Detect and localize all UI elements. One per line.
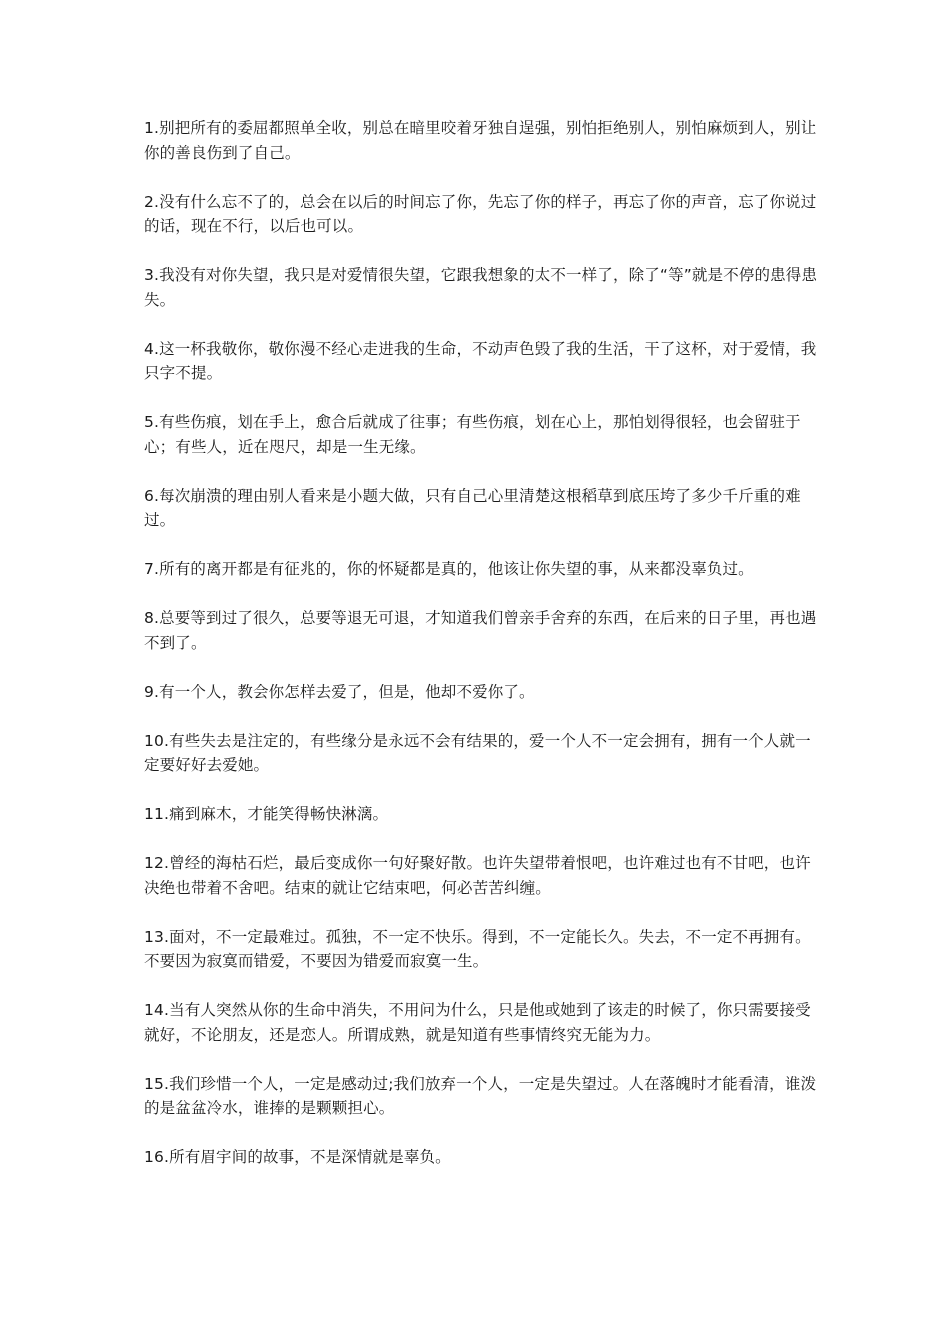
quote-paragraph-1: 1.别把所有的委屈都照单全收，别总在暗里咬着牙独自逞强，别怕拒绝别人，别怕麻烦到人，别让你的善良伤到了自己。: [144, 119, 817, 162]
quote-paragraph-2: 2.没有什么忘不了的，总会在以后的时间忘了你，先忘了你的样子，再忘了你的声音，忘了你说过的话，现在不行，以后也可以。: [144, 192, 817, 235]
quote-paragraph-7: 7.所有的离开都是有征兆的，你的怀疑都是真的，他该让你失望的事，从来都没辜负过。: [144, 560, 754, 578]
quote-paragraph-12: 12.曾经的海枯石烂，最后变成你一句好聚好散。也许失望带着恨吧，也许难过也有不甘吧，也许决绝也带着不舍吧。结束的就让它结束吧，何必苦苦纠缠。: [144, 854, 811, 897]
quote-paragraph-5: 5.有些伤痕，划在手上，愈合后就成了往事；有些伤痕，划在心上，那怕划得很轻，也会留驻于心；有些人，近在咫尺，却是一生无缘。: [144, 413, 801, 456]
quote-paragraph-15: 15.我们珍惜一个人，一定是感动过;我们放弃一个人，一定是失望过。人在落魄时才能看清，谁泼的是盆盆冷水，谁捧的是颗颗担心。: [144, 1074, 817, 1117]
quote-paragraph-13: 13.面对，不一定最难过。孤独，不一定不快乐。得到，不一定能长久。失去，不一定不再拥有。不要因为寂寞而错爱，不要因为错爱而寂寞一生。: [144, 927, 811, 970]
quote-paragraph-8: 8.总要等到过了很久，总要等退无可退，才知道我们曾亲手舍弃的东西，在后来的日子里，再也遇不到了。: [144, 609, 817, 652]
quote-paragraph-14: 14.当有人突然从你的生命中消失，不用问为什么，只是他或她到了该走的时候了，你只需要接受就好，不论朋友，还是恋人。所谓成熟，就是知道有些事情终究无能为力。: [144, 1001, 811, 1044]
quote-paragraph-6: 6.每次崩溃的理由别人看来是小题大做，只有自己心里清楚这根稻草到底压垮了多少千斤重的难过。: [144, 486, 801, 529]
quote-paragraph-16: 16.所有眉宇间的故事，不是深情就是辜负。: [144, 1148, 451, 1166]
quote-paragraph-4: 4.这一杯我敬你，敬你漫不经心走进我的生命，不动声色毁了我的生活，干了这杯，对于爱情，我只字不提。: [144, 339, 817, 382]
document-body: [144, 116, 818, 1194]
quote-paragraph-10: 10.有些失去是注定的，有些缘分是永远不会有结果的，爱一个人不一定会拥有，拥有一个人就一定要好好去爱她。: [144, 731, 811, 774]
quote-paragraph-11: 11.痛到麻木，才能笑得畅快淋漓。: [144, 805, 389, 823]
quote-paragraph-3: 3.我没有对你失望，我只是对爱情很失望，它跟我想象的太不一样了，除了“等”就是不停的患得患失。: [144, 266, 818, 309]
quote-paragraph-9: 9.有一个人，教会你怎样去爱了，但是，他却不爱你了。: [144, 682, 535, 701]
